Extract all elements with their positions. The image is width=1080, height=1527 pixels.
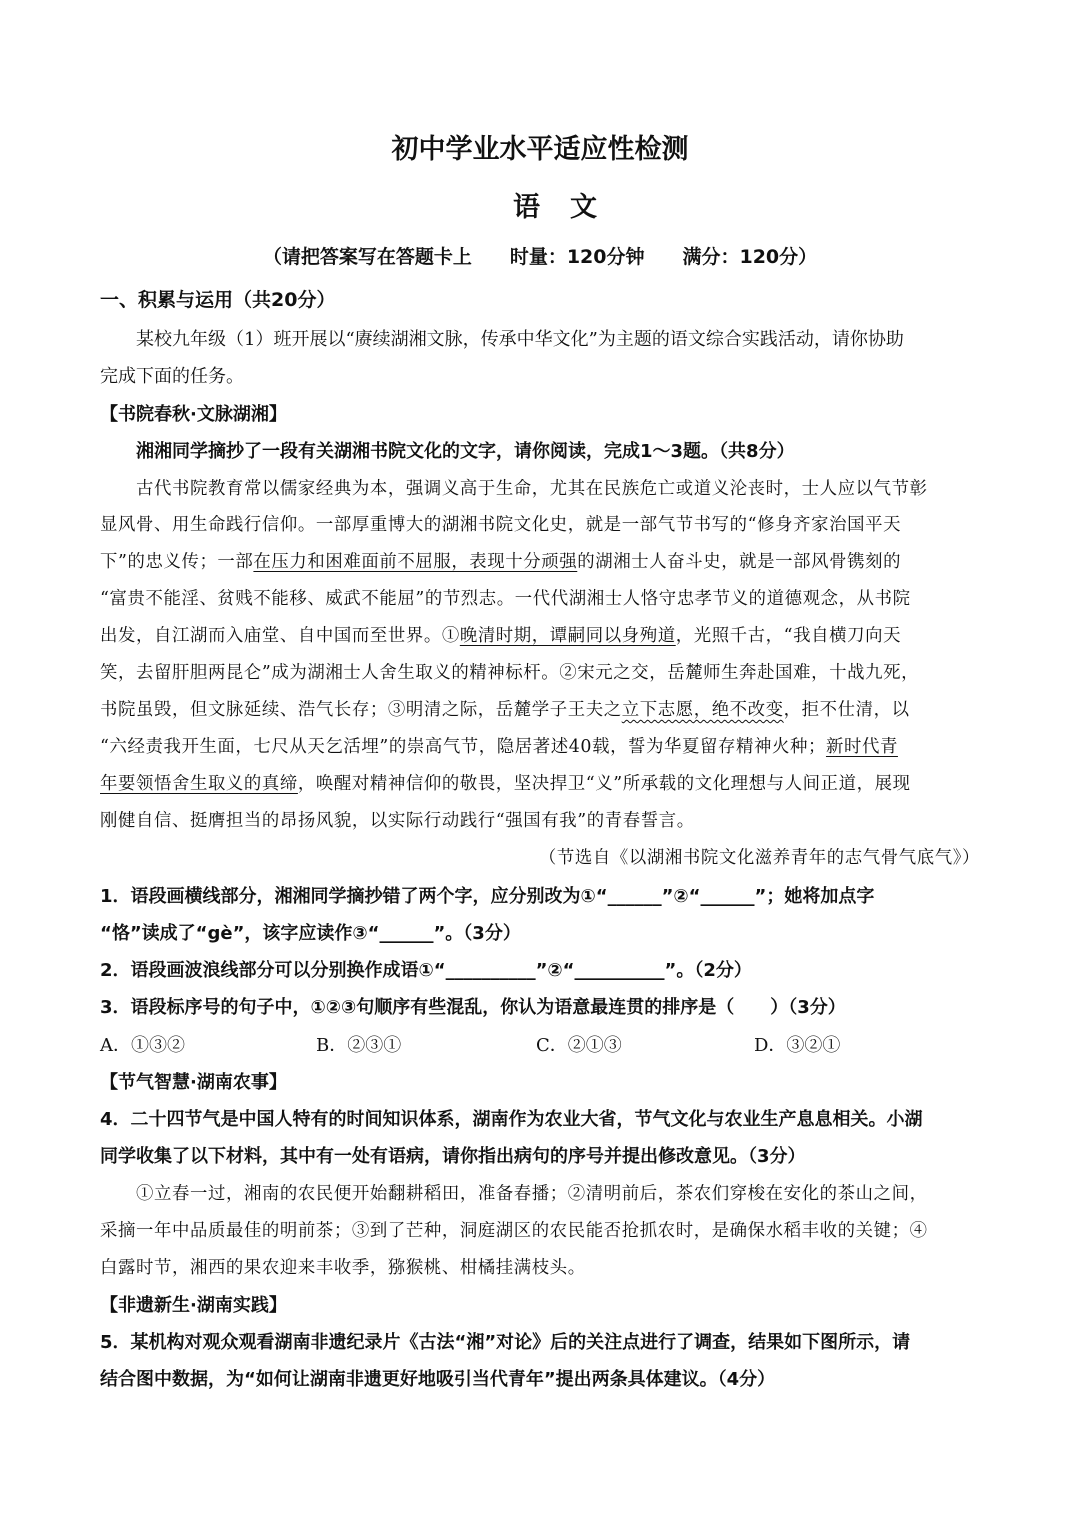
question-5: 5．某机构对观众观看湖南非遗纪录片《古法“湘”对论》后的关注点进行了调查，结果如下图所示，请 [100,1332,911,1353]
question-2: 2．语段画波浪线部分可以分别换作成语①“__________”②“__________”。（2分） [100,960,752,981]
material-line: 白露时节，湘西的果农迎来丰收季，猕猴桃、柑橘挂满枝头。 [100,1258,586,1278]
underlined-phrase: 年要领悟舍生取义的真缔 [100,774,298,794]
section-heading: 一、积累与运用（共20分） [100,289,336,311]
underlined-phrase: 在压力和困难面前不屈服，表现十分顽强 [253,552,578,572]
passage-line: 古代书院教育常以儒家经典为本，强调义高于生命，尤其在民族危亡或道义沦丧时，士人应以气节彰 [136,479,928,499]
passage-line: “富贵不能淫、贫贱不能移、威武不能屈”的节烈志。一代代湖湘士人恪守忠孝节义的道德观念，从书院 [100,589,911,609]
passage-line: 显风骨、用生命践行信仰。一部厚重博大的湖湘书院文化史，就是一部气节书写的“修身齐家治国平天 [100,515,902,535]
question-4: 4．二十四节气是中国人特有的时间知识体系，湖南作为农业大省，节气文化与农业生产息息相关。小湖 [100,1109,923,1130]
question-3: 3．语段标序号的句子中，①②③句顺序有些混乱，你认为语意最连贯的排序是（ ）（3分） [100,997,846,1018]
passage-text: ，拒不仕清，以 [783,700,910,720]
passage-text: 出发，自江湖而入庙堂、自中国而至世界。① [100,626,460,646]
passage-text: 书院虽毁，但文脉延续、浩气长存；③明清之际，岳麓学子王夫之 [100,700,622,720]
passage-text: 下”的忠义传；一部 [100,552,254,572]
subsection-tag: 【节气智慧·湖南农事】 [100,1072,287,1093]
exam-title: 初中学业水平适应性检测 [391,134,689,165]
passage-source: （节选自《以湖湘书院文化滋养青年的志气骨气底气》） [538,848,980,868]
subject-title: 语文 [513,192,627,223]
passage-line [100,549,980,575]
question-1-cont: “恪”读成了“gè”，该字应读作③“______”。（3分） [100,923,521,944]
passage-line [100,623,980,649]
passage-line [100,697,980,723]
material-line: ①立春一过，湘南的农民便开始翻耕稻田，准备春播；②清明前后，茶农们穿梭在安化的茶山之间， [136,1184,928,1204]
wavy-underlined-phrase: 立下志愿，绝不改变 [621,700,784,720]
passage-text: ，唤醒对精神信仰的敬畏，坚决捍卫“义”所承载的文化理想与人间正道，展现 [297,774,911,794]
passage-line [100,771,980,797]
task-instruction: 湘湘同学摘抄了一段有关湖湘书院文化的文字，请你阅读，完成1～3题。（共8分） [136,441,795,462]
option-c: C．②①③ [536,1035,622,1056]
underlined-phrase: 新时代青 [825,737,898,757]
passage-text: ，光照千古，“我自横刀向天 [675,626,902,646]
intro-paragraph-line: 某校九年级（1）班开展以“赓续湖湘文脉，传承中华文化”为主题的语文综合实践活动，请你协助 [136,329,904,350]
question-4-cont: 同学收集了以下材料，其中有一处有语病，请你指出病句的序号并提出修改意见。（3分） [100,1146,806,1167]
subsection-tag: 【书院春秋·文脉湖湘】 [100,404,287,425]
passage-line [100,734,980,760]
exam-instructions: （请把答案写在答题卡上 时量：120分钟 满分：120分） [262,246,818,268]
intro-paragraph-line: 完成下面的任务。 [100,366,244,387]
underlined-phrase: 晚清时期，谭嗣同以身殉道 [459,626,676,646]
passage-line: 笑，去留肝胆两昆仑”成为湖湘士人舍生取义的精神标杆。②宋元之交，岳麓师生奔赴国难，十战九死， [100,663,920,683]
passage-text: “六经责我开生面，七尺从天乞活埋”的崇高气节，隐居著述40载，誓为华夏留存精神火种； [100,737,826,757]
subsection-tag: 【非遗新生·湖南实践】 [100,1295,287,1316]
passage-line: 刚健自信、挺膺担当的昂扬风貌，以实际行动践行“强国有我”的青春誓言。 [100,811,695,831]
question-5-cont: 结合图中数据，为“如何让湖南非遗更好地吸引当代青年”提出两条具体建议。（4分） [100,1369,776,1390]
passage-text: 的湖湘士人奋斗史，就是一部风骨镌刻的 [577,552,902,572]
option-b: B．②③① [316,1035,402,1056]
material-line: 采摘一年中品质最佳的明前茶；③到了芒种，洞庭湖区的农民能否抢抓农时，是确保水稻丰收的关键；④ [100,1221,928,1241]
option-d: D．③②① [754,1035,841,1056]
option-a: A．①③② [100,1035,185,1056]
question-1: 1．语段画横线部分，湘湘同学摘抄错了两个字，应分别改为①“______”②“______”；她将加点字 [100,886,875,907]
